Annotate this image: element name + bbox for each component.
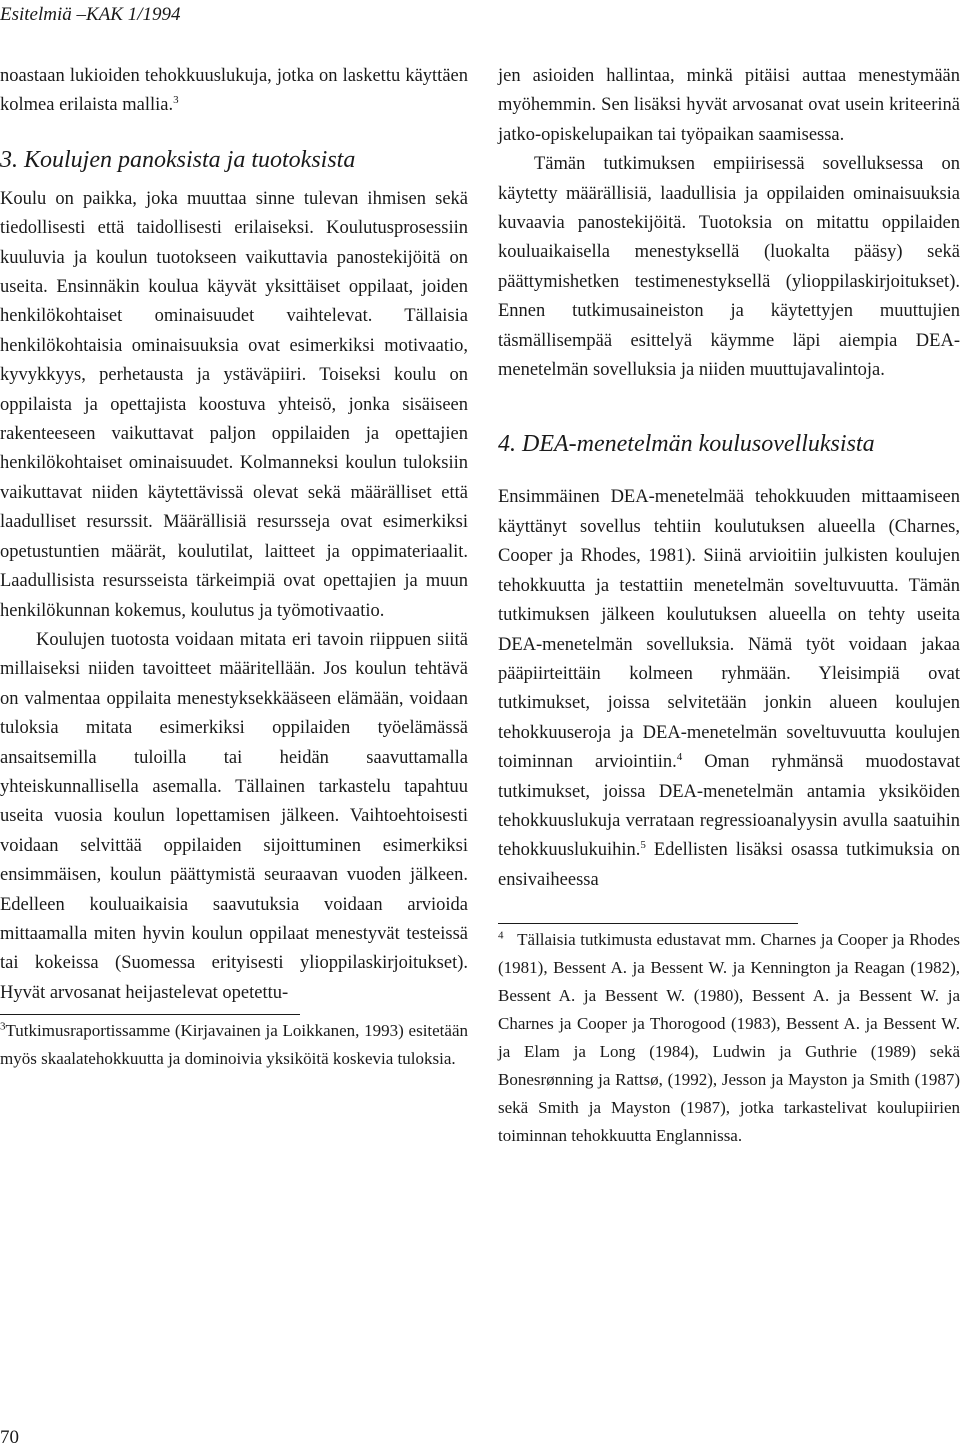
paragraph-text: Edellisten lisäksi osassa tutkimuksia on ensivaiheessa <box>498 840 960 890</box>
footnote-text: Tutkimusraportissamme (Kirjavainen ja Loikkanen, 1993) esitetään myös skaalatehokkuutta ja dominoivia yksiköitä koskevia tuloksia. <box>0 1021 468 1069</box>
footnote-ref-4: 4 <box>676 750 683 763</box>
footnote-block <box>498 923 960 1150</box>
footnote-4 <box>498 926 960 1150</box>
body-paragraph: Koulujen tuotosta voidaan mitata eri tavoin riippuen siitä millaiseksi niiden tavoitteet määritellään. Jos koulun tehtävä on valmentaa oppilaita menestyksekkääseen elämään, voidaan tuloksia mitata esimerkiksi oppilaiden työelämässä ansaitsemilla tuloilla tai heidän saavuttamalla yhteiskunnallisella asemalla. Tällainen tarkastelu tapahtuu useita vuosia koulun lopettamisen jälkeen. Vaihtoehtoisesti voidaan selvittää oppilaiden sijoittuminen esimerkiksi ensimmäisen, koulun päättymistä seuraavan vuoden jälkeen. Edelleen kouluaikaisia saavutuksia voidaan arvioida mittaamalla miten hyvin koulun oppilaat menestyvät testeissä tai kokeissa (Suomessa erityisesti ylioppilaskirjoitukset). Hyvät arvosanat heijastelevat opetettu- <box>0 629 468 1003</box>
footnote-divider <box>0 1014 300 1015</box>
body-paragraph: Tämän tutkimuksen empiirisessä sovelluksessa on käytetty määrällisiä, laadullisia ja oppilaiden ominaisuuksia kuvaavia panostekijöitä. Tuotoksia on mitattu oppilaiden kouluaikaisella menestyksellä (luokalta pääsy) sekä päättymishetken testimenestyksellä (ylioppilaskirjoitukset). Ennen tutkimusaineiston ja käytettyjen muuttujien täsmällisempää esittelyä käymme läpi aiempia DEA-menetelmän sovelluksia ja niiden muuttujavalintoja. <box>498 154 960 381</box>
right-column <box>498 62 960 1150</box>
footnote-marker: 3 <box>0 1020 6 1033</box>
section-heading-3: 3. Koulujen panoksista ja tuotoksista <box>0 146 356 173</box>
footnote-divider <box>498 923 798 924</box>
opening-text: noastaan lukioiden tehokkuuslukuja, jotka on laskettu käyttäen kolmea erilaista mallia. <box>0 66 468 116</box>
footnote-ref-5: 5 <box>640 839 646 852</box>
body-paragraph: Koulu on paikka, joka muuttaa sinne tulevan ihmisen sekä tiedollisesti että taidollisesti erilaiseksi. Koulutusprosessiin kuuluvia ja koulun tuotokseen vaikuttavia panostekijöitä on useita. Ensinnäkin koulua käyvät yksittäiset oppilaat, joiden henkilökohtaiset ominaisuudet vaihtelevat. Tällaisia henkilökohtaisia ominaisuuksia ovat esimerkiksi motivaatio, kyvykkyys, perhetausta ja ystäväpiiri. Toiseksi koulu on oppilaista ja opettajista koostuva yhteisö, jonka sisäiseen rakenteeseen vaikuttavat paljon oppilaiden ja opettajien henkilökohtaiset ominaisuudet. Kolmanneksi koulun tuloksiin vaikuttavat niiden käytettävissä olevat sekä määrälliset että laadulliset resurssit. Määrällisiä resursseja ovat esimerkiksi opetustuntien määrät, koulutilat, laitteet ja oppimateriaalit. Laadullisista resursseista tärkeimpiä ovat opettajien ja muun henkilökunnan kokemus, koulutus ja työmotivaatio. <box>0 188 468 621</box>
paragraph-text: Oman ryhmänsä muodostavat tutkimukset, joissa DEA-menetelmän antamia yksiköiden tehokkuuslukuja verrataan regressioanalyysin avulla saatuihin tehokkuuslukuihin. <box>498 752 960 861</box>
footnote-marker: 4 <box>498 929 504 942</box>
body-paragraph <box>498 483 960 895</box>
paragraph-text: Ensimmäinen DEA-menetelmää tehokkuuden mittaamiseen käyttänyt sovellus tehtiin koulutuksen alueella (Charnes, Cooper ja Rhodes, 1981). Siinä arvioitiin julkisten koulujen tehokkuutta ja testattiin menetelmän soveltuvuutta. Tämän tutkimuksen jälkeen koulutuksen alueella on tehty useita DEA-menetelmän sovelluksia. Nämä työt voidaan jakaa pääpiirteittäin kolmeen ryhmään. Yleisimpiä ovat tutkimukset, joissa selvitetään jonkin alueen koulujen tehokkuuseroja ja DEA-menetelmän soveltuvuutta koulujen toiminnan arviointiin. <box>498 487 960 773</box>
footnote-3 <box>0 1017 468 1073</box>
body-paragraph: jen asioiden hallintaa, minkä pitäisi auttaa menestymään myöhemmin. Sen lisäksi hyvät arvosanat ovat usein kriteerinä jatko-opiskelupaikan tai työpaikan saamisessa. <box>498 66 960 145</box>
footnote-ref-3: 3 <box>173 94 179 107</box>
left-column <box>0 62 468 1073</box>
opening-paragraph <box>0 62 468 121</box>
page-number: 70 <box>0 1427 19 1448</box>
section-heading-4: 4. DEA-menetelmän koulusovelluksista <box>498 431 875 458</box>
footnote-text: Tällaisia tutkimusta edustavat mm. Charnes ja Cooper ja Rhodes (1981), Bessent A. ja Bessent W. ja Kennington ja Reagan (1982), Bessent A. ja Bessent W. (1980), Bessent A. ja Bessent W. ja Charnes ja Cooper ja Thorogood (1983), Bessent A. ja Bessent W. ja Elam ja Long (1984), Ludwin ja Guthrie (1989) sekä Bonesrønning ja Rattsø, (1992), Jesson ja Mayston ja Smith (1987) sekä Smith ja Mayston (1987), jotka tarkastelivat koulupiirien toiminnan tehokkuutta Englannissa. <box>498 930 960 1146</box>
running-header: Esitelmiä –KAK 1/1994 <box>0 4 181 25</box>
